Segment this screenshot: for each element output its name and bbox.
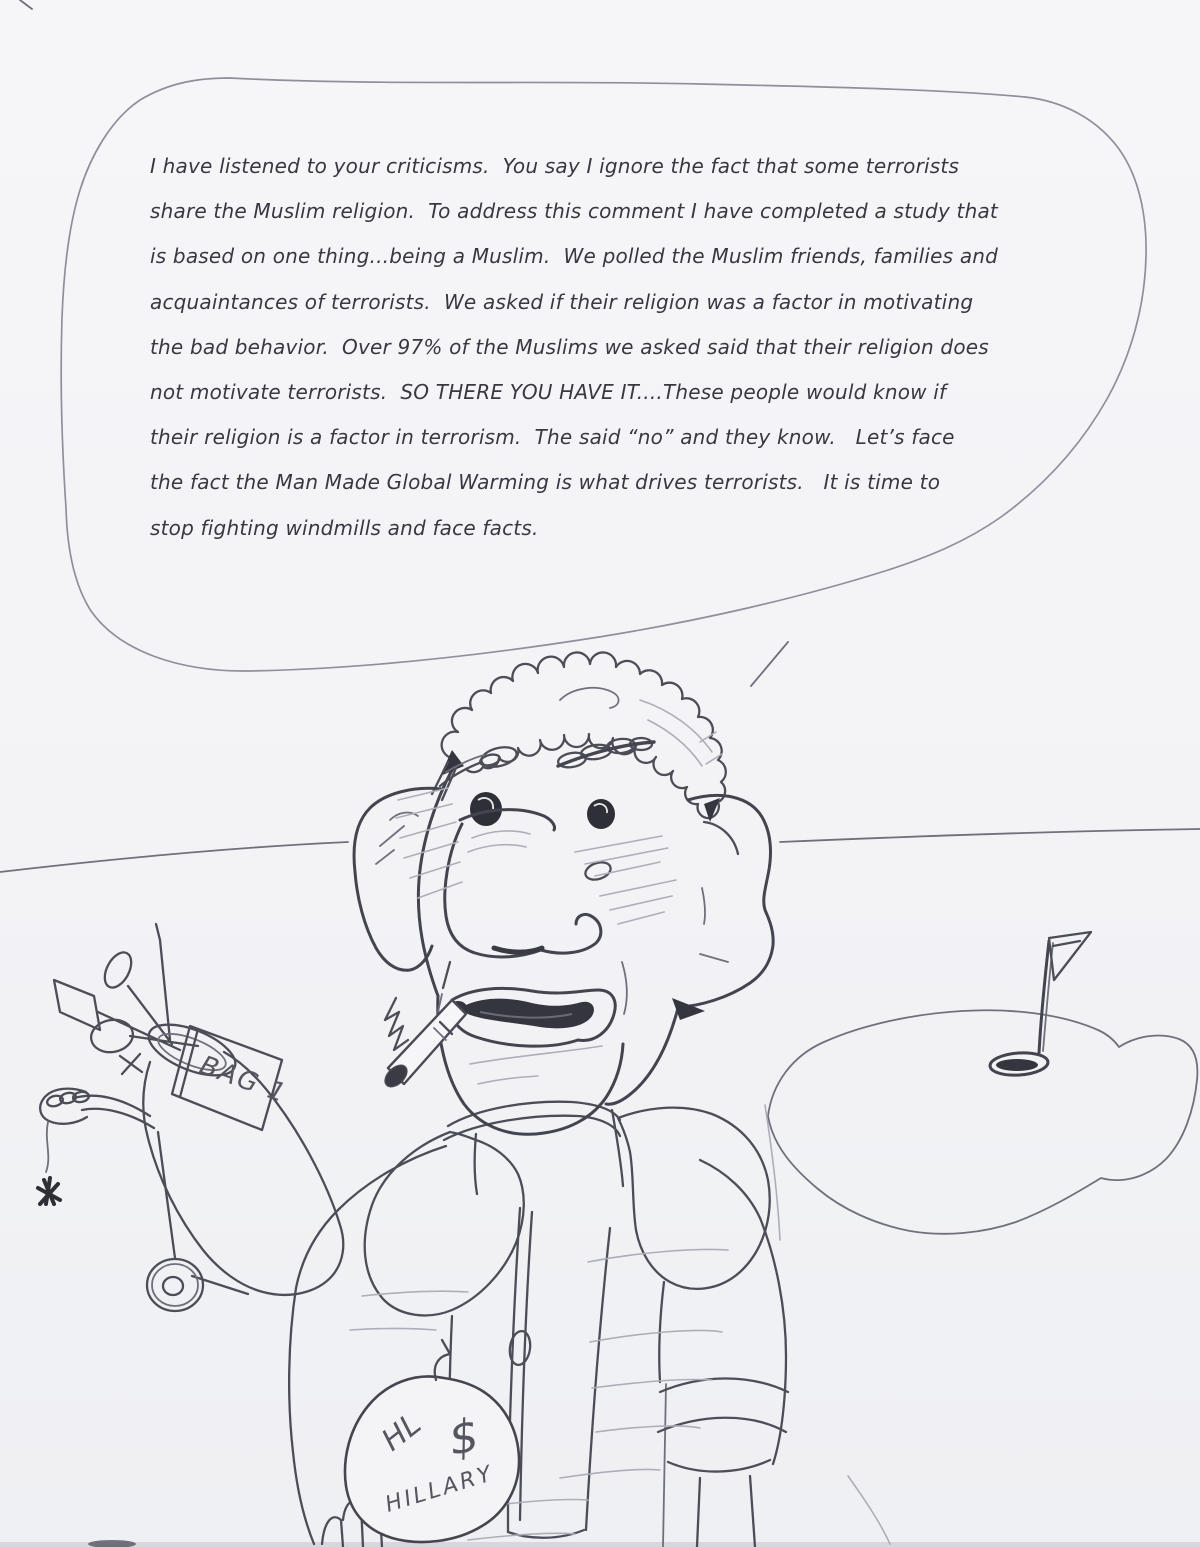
golf-clubs [54,924,198,1074]
cart-wheel [147,1259,203,1311]
speech-line: share the Muslim religion. To address this comment I have completed a study that [150,199,998,224]
cheek-shading [396,788,676,924]
cigarette [381,1000,466,1091]
golf-green [768,932,1197,1234]
eyebrows [440,738,654,786]
mouth [438,962,615,1084]
big-nose [445,810,601,957]
speech-line: is based on one thing...being a Muslim. We polled the Muslim friends, families and [150,244,999,269]
money-bag [345,1340,519,1542]
money-bag-name: HILLARY [382,1460,498,1518]
golf-hole [989,1051,1048,1077]
bug-scribble [38,1178,60,1204]
speech-bubble-text [150,144,1100,551]
money-bag-initials: HL [375,1406,428,1459]
speech-line: the bad behavior. Over 97% of the Muslims we asked said that their religion does [150,334,989,359]
golf-bag-tag [172,1026,291,1130]
speech-line: their religion is a factor in terrorism. The said “no” and they know. Let’s face [150,425,955,450]
speech-line: stop fighting windmills and face facts. [150,515,539,540]
shirt-placket [508,1208,610,1538]
horizon-line [0,829,1200,872]
golf-bag-label: BAG 1 [195,1050,291,1110]
cart-handle-hand [40,1089,90,1124]
right-ear [672,795,773,1020]
speech-line: not motivate terrorists. SO THERE YOU HAVE IT....These people would know if [150,379,947,404]
money-bag-dollar-sign: $ [444,1407,483,1466]
speech-line: the fact the Man Made Global Warming is what drives terrorists. It is time to [150,470,941,495]
golfer-body [289,1102,890,1547]
hanging-string [46,1122,48,1172]
bubble-pointer-mark [751,642,788,686]
golf-cart [38,924,343,1311]
speech-line: acquaintances of terrorists. We asked if their religion was a factor in motivating [150,289,974,314]
golf-flag-icon [1039,932,1091,1053]
speech-line: I have listened to your criticisms. You say I ignore the fact that some terrorists [150,154,960,178]
